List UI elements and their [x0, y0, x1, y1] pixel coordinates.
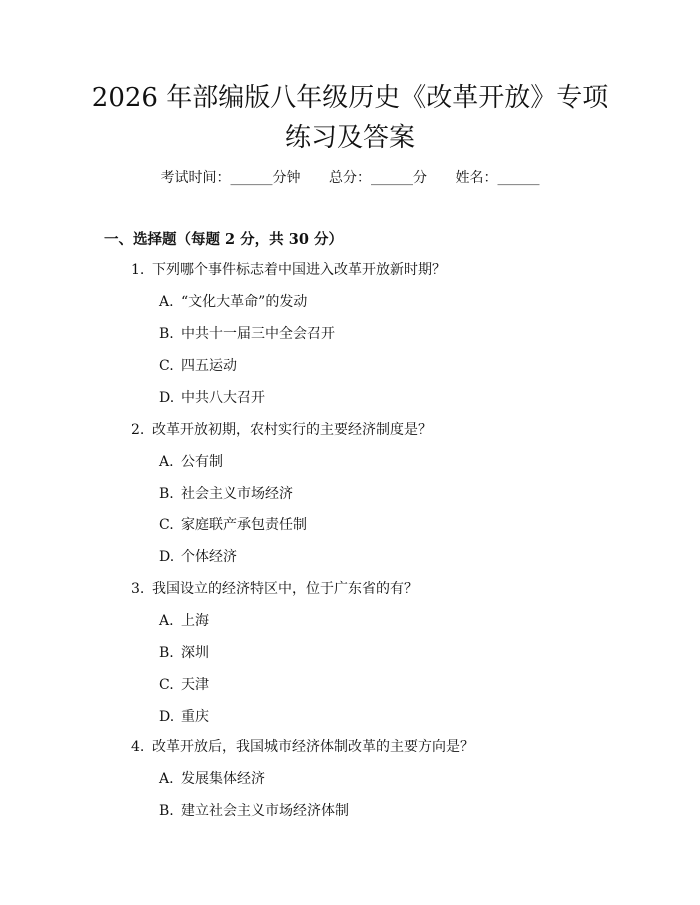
- question-text: 改革开放后，我国城市经济体制改革的主要方向是？: [152, 739, 474, 755]
- option-text: 天津: [181, 677, 209, 693]
- option-letter: C.: [159, 517, 174, 533]
- option-letter: D.: [159, 549, 175, 565]
- question-3: [131, 579, 418, 599]
- option-text: 公有制: [181, 454, 223, 470]
- option-text: 个体经济: [181, 549, 237, 565]
- question-2-option-d: [159, 547, 237, 567]
- option-text: 发展集体经济: [181, 771, 265, 787]
- option-letter: B.: [159, 645, 174, 661]
- option-text: “文化大革命”的发动: [181, 294, 308, 310]
- option-letter: B.: [159, 803, 174, 819]
- question-4-option-b: [159, 801, 349, 821]
- page-title-line1: 2026 年部编版八年级历史《改革开放》专项: [91, 83, 609, 113]
- question-3-option-c: [159, 675, 209, 695]
- option-text: 建立社会主义市场经济体制: [181, 803, 349, 819]
- option-text: 社会主义市场经济: [181, 486, 293, 502]
- question-4: [131, 737, 474, 757]
- option-letter: A.: [159, 771, 174, 787]
- option-letter: C.: [159, 677, 174, 693]
- question-number: 2.: [131, 422, 145, 438]
- question-text: 下列哪个事件标志着中国进入改革开放新时期？: [152, 262, 446, 278]
- option-letter: B.: [159, 326, 174, 342]
- option-text: 中共十一届三中全会召开: [181, 326, 335, 342]
- question-2-option-a: [159, 452, 223, 472]
- option-letter: C.: [159, 358, 174, 374]
- question-number: 3.: [131, 581, 145, 597]
- question-1-option-d: [159, 388, 265, 408]
- question-4-option-a: [159, 769, 265, 789]
- option-letter: A.: [159, 294, 174, 310]
- option-text: 重庆: [181, 709, 209, 725]
- option-letter: D.: [159, 390, 175, 406]
- question-1-option-c: [159, 356, 237, 376]
- question-2: [131, 420, 432, 440]
- option-letter: D.: [159, 709, 175, 725]
- question-3-option-d: [159, 707, 209, 727]
- total-score-field: 总分：______分: [329, 170, 427, 186]
- option-text: 四五运动: [181, 358, 237, 374]
- option-text: 深圳: [181, 645, 209, 661]
- question-number: 1.: [131, 262, 145, 278]
- exam-time-field: 考试时间：______分钟: [160, 170, 301, 186]
- exam-info: [0, 168, 700, 188]
- question-1-option-a: [159, 292, 307, 312]
- page-title-line2: 练习及答案: [284, 123, 415, 153]
- question-text: 我国设立的经济特区中，位于广东省的有？: [152, 581, 418, 597]
- question-3-option-b: [159, 643, 209, 663]
- option-letter: A.: [159, 613, 174, 629]
- question-2-option-b: [159, 484, 293, 504]
- option-text: 上海: [181, 613, 209, 629]
- option-text: 家庭联产承包责任制: [181, 517, 307, 533]
- option-letter: A.: [159, 454, 174, 470]
- question-3-option-a: [159, 611, 209, 631]
- option-letter: B.: [159, 486, 174, 502]
- question-2-option-c: [159, 515, 307, 535]
- student-name-field: 姓名：______: [455, 170, 540, 186]
- question-text: 改革开放初期，农村实行的主要经济制度是？: [152, 422, 432, 438]
- question-1: [131, 260, 446, 280]
- section-header-multiple-choice: 一、选择题（每题 2 分，共 30 分）: [104, 231, 343, 248]
- question-1-option-b: [159, 324, 335, 344]
- question-number: 4.: [131, 739, 145, 755]
- option-text: 中共八大召开: [181, 390, 265, 406]
